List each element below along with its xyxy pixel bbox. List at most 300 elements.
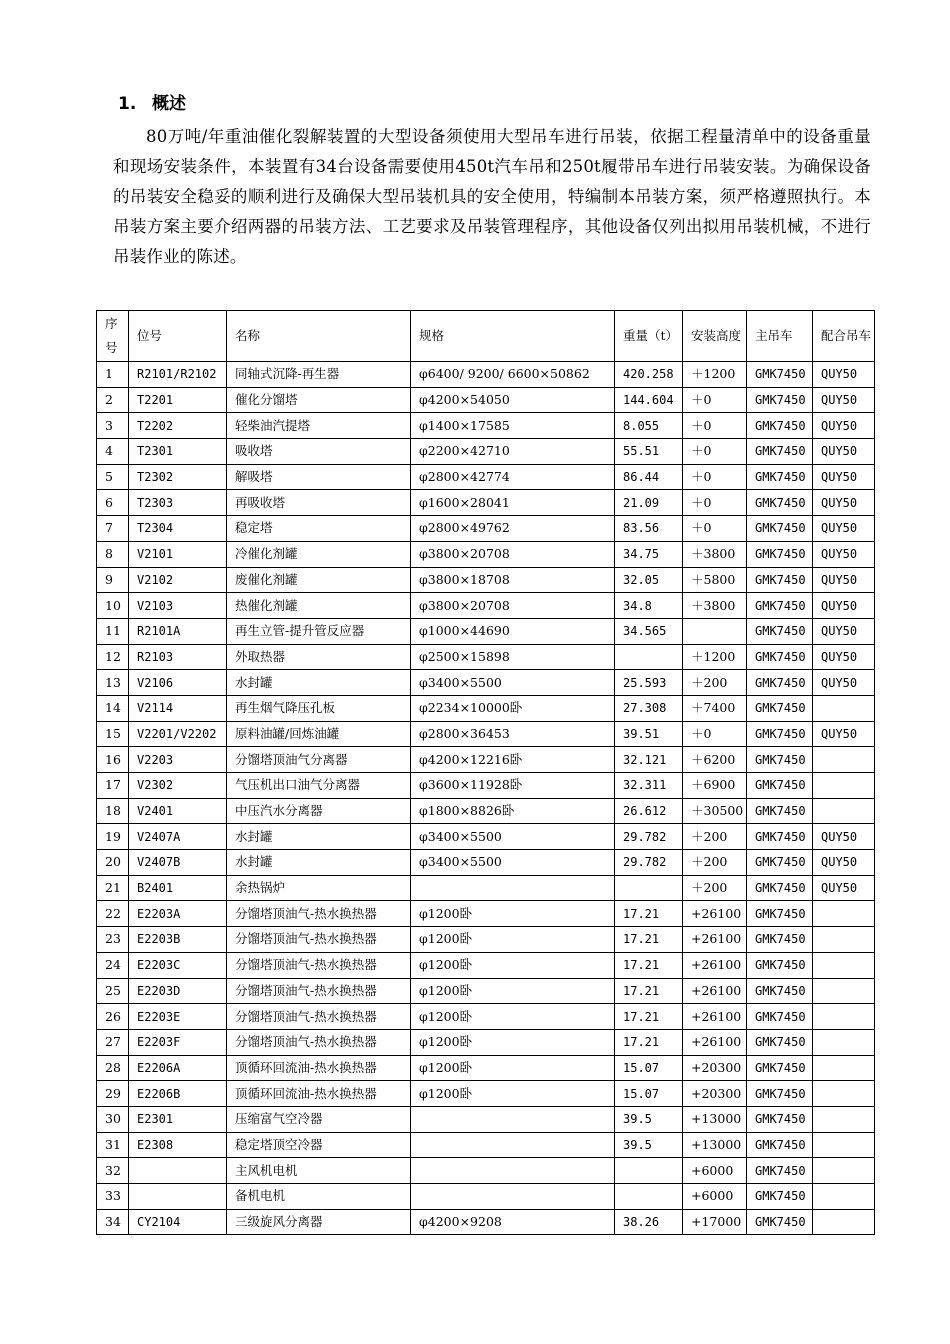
cell-main-crane: GMK7450: [747, 1106, 813, 1132]
cell-seq: 30: [97, 1106, 129, 1132]
cell-position: B2401: [129, 875, 227, 901]
cell-name: 再吸收塔: [227, 490, 411, 516]
cell-height: +6000: [683, 1158, 747, 1184]
cell-position: R2103: [129, 644, 227, 670]
table-row: [97, 927, 875, 953]
equipment-table: [96, 310, 875, 1235]
cell-seq: 10: [97, 593, 129, 619]
cell-aux-crane: [813, 747, 875, 773]
table-row: [97, 490, 875, 516]
cell-spec: φ3800×20708: [411, 541, 615, 567]
cell-spec: φ1200卧: [411, 1004, 615, 1030]
table-row: [97, 798, 875, 824]
cell-spec: φ1200卧: [411, 1029, 615, 1055]
cell-main-crane: GMK7450: [747, 567, 813, 593]
cell-position: T2202: [129, 413, 227, 439]
header-name: 名称: [227, 311, 411, 362]
cell-spec: φ4200×12216卧: [411, 747, 615, 773]
table-row: [97, 747, 875, 773]
cell-aux-crane: [813, 1106, 875, 1132]
cell-name: 同轴式沉降-再生器: [227, 362, 411, 388]
cell-seq: 11: [97, 618, 129, 644]
cell-position: T2302: [129, 464, 227, 490]
cell-main-crane: GMK7450: [747, 927, 813, 953]
table-row: [97, 721, 875, 747]
cell-aux-crane: QUY50: [813, 490, 875, 516]
cell-aux-crane: [813, 1055, 875, 1081]
cell-name: 分馏塔顶油气-热水换热器: [227, 1029, 411, 1055]
cell-seq: 8: [97, 541, 129, 567]
header-spec: 规格: [411, 311, 615, 362]
cell-aux-crane: QUY50: [813, 721, 875, 747]
cell-name: 稳定塔顶空冷器: [227, 1132, 411, 1158]
cell-name: 分馏塔顶油气-热水换热器: [227, 978, 411, 1004]
cell-weight: 32.05: [615, 567, 683, 593]
cell-seq: 31: [97, 1132, 129, 1158]
cell-name: 吸收塔: [227, 439, 411, 465]
cell-position: E2206B: [129, 1081, 227, 1107]
cell-height: +13000: [683, 1132, 747, 1158]
table-row: [97, 670, 875, 696]
cell-aux-crane: QUY50: [813, 618, 875, 644]
cell-weight: 32.121: [615, 747, 683, 773]
cell-main-crane: GMK7450: [747, 387, 813, 413]
cell-height: ＋200: [683, 670, 747, 696]
header-position: 位号: [129, 311, 227, 362]
cell-weight: 83.56: [615, 516, 683, 542]
cell-main-crane: GMK7450: [747, 644, 813, 670]
cell-aux-crane: [813, 798, 875, 824]
cell-aux-crane: QUY50: [813, 439, 875, 465]
cell-position: E2203F: [129, 1029, 227, 1055]
cell-seq: 7: [97, 516, 129, 542]
cell-main-crane: GMK7450: [747, 978, 813, 1004]
cell-aux-crane: QUY50: [813, 516, 875, 542]
cell-weight: [615, 875, 683, 901]
cell-position: [129, 1158, 227, 1184]
cell-weight: 8.055: [615, 413, 683, 439]
table-row: [97, 1029, 875, 1055]
cell-main-crane: GMK7450: [747, 490, 813, 516]
cell-height: [683, 618, 747, 644]
table-row: [97, 439, 875, 465]
cell-spec: φ1200卧: [411, 901, 615, 927]
header-seq: 序号: [97, 311, 129, 362]
cell-position: V2114: [129, 695, 227, 721]
cell-seq: 24: [97, 952, 129, 978]
cell-aux-crane: [813, 1184, 875, 1210]
cell-name: 三级旋风分离器: [227, 1209, 411, 1235]
cell-main-crane: GMK7450: [747, 901, 813, 927]
cell-weight: [615, 644, 683, 670]
cell-name: 备机电机: [227, 1184, 411, 1210]
cell-height: ＋0: [683, 387, 747, 413]
cell-name: 废催化剂罐: [227, 567, 411, 593]
cell-weight: 34.8: [615, 593, 683, 619]
cell-height: +26100: [683, 978, 747, 1004]
cell-weight: 86.44: [615, 464, 683, 490]
cell-position: R2101/R2102: [129, 362, 227, 388]
cell-main-crane: GMK7450: [747, 413, 813, 439]
cell-main-crane: GMK7450: [747, 464, 813, 490]
cell-aux-crane: [813, 1081, 875, 1107]
cell-seq: 19: [97, 824, 129, 850]
cell-main-crane: GMK7450: [747, 1158, 813, 1184]
cell-main-crane: GMK7450: [747, 875, 813, 901]
cell-height: ＋6900: [683, 773, 747, 799]
cell-height: ＋1200: [683, 644, 747, 670]
cell-position: E2206A: [129, 1055, 227, 1081]
cell-position: E2301: [129, 1106, 227, 1132]
cell-position: T2201: [129, 387, 227, 413]
cell-weight: 39.5: [615, 1132, 683, 1158]
cell-weight: 17.21: [615, 1029, 683, 1055]
cell-name: 催化分馏塔: [227, 387, 411, 413]
cell-height: +26100: [683, 952, 747, 978]
cell-weight: 15.07: [615, 1081, 683, 1107]
cell-name: 分馏塔顶油气-热水换热器: [227, 952, 411, 978]
cell-main-crane: GMK7450: [747, 1055, 813, 1081]
cell-height: ＋0: [683, 439, 747, 465]
cell-seq: 4: [97, 439, 129, 465]
cell-seq: 9: [97, 567, 129, 593]
cell-height: +26100: [683, 1004, 747, 1030]
cell-spec: φ1200卧: [411, 1081, 615, 1107]
cell-height: ＋200: [683, 875, 747, 901]
cell-main-crane: GMK7450: [747, 952, 813, 978]
cell-name: 主风机电机: [227, 1158, 411, 1184]
cell-main-crane: GMK7450: [747, 362, 813, 388]
cell-name: 水封罐: [227, 670, 411, 696]
cell-position: V2201/V2202: [129, 721, 227, 747]
cell-spec: φ1200卧: [411, 1055, 615, 1081]
table-row: [97, 567, 875, 593]
cell-aux-crane: QUY50: [813, 541, 875, 567]
cell-aux-crane: [813, 952, 875, 978]
cell-seq: 2: [97, 387, 129, 413]
cell-name: 气压机出口油气分离器: [227, 773, 411, 799]
overview-paragraph: 80万吨/年重油催化裂解装置的大型设备须使用大型吊车进行吊装，依据工程量清单中的设备重量和现场安装条件，本装置有34台设备需要使用450t汽车吊和250t履带吊车进行吊装安装。为确保设备的吊装安全稳妥的顺利进行及确保大型吊装机具的安全使用，特编制本吊装方案，须严格遵照执行。本吊装方案主要介绍两器的吊装方法、工艺要求及吊装管理程序，其他设备仅列出拟用吊装机械，不进行吊装作业的陈述。: [113, 127, 871, 266]
cell-weight: 39.5: [615, 1106, 683, 1132]
table-row: [97, 1184, 875, 1210]
cell-aux-crane: QUY50: [813, 670, 875, 696]
cell-aux-crane: [813, 1132, 875, 1158]
cell-position: V2407B: [129, 850, 227, 876]
cell-aux-crane: [813, 978, 875, 1004]
cell-seq: 12: [97, 644, 129, 670]
cell-aux-crane: QUY50: [813, 387, 875, 413]
cell-name: 再生立管-提升管反应器: [227, 618, 411, 644]
cell-aux-crane: QUY50: [813, 593, 875, 619]
cell-weight: 21.09: [615, 490, 683, 516]
cell-weight: 34.75: [615, 541, 683, 567]
cell-height: ＋0: [683, 413, 747, 439]
table-row: [97, 695, 875, 721]
cell-height: +17000: [683, 1209, 747, 1235]
cell-main-crane: GMK7450: [747, 721, 813, 747]
cell-position: V2203: [129, 747, 227, 773]
table-row: [97, 644, 875, 670]
cell-seq: 16: [97, 747, 129, 773]
table-body: [97, 362, 875, 1235]
cell-seq: 1: [97, 362, 129, 388]
table-row: [97, 387, 875, 413]
cell-name: 分馏塔顶油气分离器: [227, 747, 411, 773]
cell-main-crane: GMK7450: [747, 1081, 813, 1107]
header-weight: 重量（t）: [615, 311, 683, 362]
cell-name: 分馏塔顶油气-热水换热器: [227, 927, 411, 953]
cell-spec: φ3800×18708: [411, 567, 615, 593]
cell-name: 水封罐: [227, 850, 411, 876]
cell-seq: 23: [97, 927, 129, 953]
table-row: [97, 1106, 875, 1132]
cell-name: 稳定塔: [227, 516, 411, 542]
cell-position: T2304: [129, 516, 227, 542]
cell-main-crane: GMK7450: [747, 593, 813, 619]
cell-main-crane: GMK7450: [747, 747, 813, 773]
cell-position: V2101: [129, 541, 227, 567]
cell-aux-crane: [813, 773, 875, 799]
cell-seq: 29: [97, 1081, 129, 1107]
cell-position: V2106: [129, 670, 227, 696]
cell-main-crane: GMK7450: [747, 670, 813, 696]
cell-height: ＋0: [683, 721, 747, 747]
table-row: [97, 824, 875, 850]
cell-position: E2203A: [129, 901, 227, 927]
table-row: [97, 1055, 875, 1081]
cell-main-crane: GMK7450: [747, 773, 813, 799]
table-row: [97, 952, 875, 978]
table-row: [97, 1158, 875, 1184]
table-row: [97, 541, 875, 567]
cell-seq: 34: [97, 1209, 129, 1235]
cell-seq: 13: [97, 670, 129, 696]
section-title: 概述: [152, 94, 186, 114]
cell-name: 顶循环回流油-热水换热器: [227, 1081, 411, 1107]
cell-spec: [411, 1106, 615, 1132]
cell-seq: 20: [97, 850, 129, 876]
cell-position: E2203E: [129, 1004, 227, 1030]
cell-aux-crane: [813, 1029, 875, 1055]
cell-name: 原料油罐/回炼油罐: [227, 721, 411, 747]
cell-weight: 34.565: [615, 618, 683, 644]
cell-main-crane: GMK7450: [747, 695, 813, 721]
cell-aux-crane: QUY50: [813, 362, 875, 388]
cell-height: ＋0: [683, 490, 747, 516]
section-number: 1.: [118, 94, 137, 114]
cell-height: +20300: [683, 1055, 747, 1081]
cell-aux-crane: [813, 695, 875, 721]
cell-aux-crane: [813, 1004, 875, 1030]
header-aux-crane: 配合吊车: [813, 311, 875, 362]
cell-position: E2308: [129, 1132, 227, 1158]
cell-position: V2401: [129, 798, 227, 824]
cell-position: T2301: [129, 439, 227, 465]
cell-aux-crane: QUY50: [813, 644, 875, 670]
cell-name: 水封罐: [227, 824, 411, 850]
cell-spec: φ2800×42774: [411, 464, 615, 490]
cell-main-crane: GMK7450: [747, 516, 813, 542]
cell-name: 轻柴油汽提塔: [227, 413, 411, 439]
cell-spec: φ2500×15898: [411, 644, 615, 670]
cell-weight: 39.51: [615, 721, 683, 747]
cell-seq: 6: [97, 490, 129, 516]
cell-spec: [411, 1184, 615, 1210]
cell-main-crane: GMK7450: [747, 1209, 813, 1235]
cell-seq: 14: [97, 695, 129, 721]
cell-spec: [411, 1158, 615, 1184]
cell-position: E2203D: [129, 978, 227, 1004]
cell-weight: 26.612: [615, 798, 683, 824]
cell-spec: φ2234×10000卧: [411, 695, 615, 721]
cell-height: ＋6200: [683, 747, 747, 773]
cell-position: T2303: [129, 490, 227, 516]
cell-seq: 15: [97, 721, 129, 747]
cell-position: R2101A: [129, 618, 227, 644]
cell-spec: φ1200卧: [411, 978, 615, 1004]
cell-main-crane: GMK7450: [747, 850, 813, 876]
cell-name: 再生烟气降压孔板: [227, 695, 411, 721]
cell-spec: φ1400×17585: [411, 413, 615, 439]
cell-height: ＋5800: [683, 567, 747, 593]
cell-spec: φ2800×36453: [411, 721, 615, 747]
table-row: [97, 1004, 875, 1030]
table-row: [97, 1132, 875, 1158]
table-row: [97, 850, 875, 876]
cell-position: V2102: [129, 567, 227, 593]
cell-position: E2203B: [129, 927, 227, 953]
table-row: [97, 618, 875, 644]
cell-name: 解吸塔: [227, 464, 411, 490]
cell-seq: 25: [97, 978, 129, 1004]
cell-spec: φ2800×49762: [411, 516, 615, 542]
cell-spec: φ3800×20708: [411, 593, 615, 619]
table-row: [97, 413, 875, 439]
cell-position: V2103: [129, 593, 227, 619]
cell-aux-crane: QUY50: [813, 413, 875, 439]
table-header-row: [97, 311, 875, 362]
cell-seq: 27: [97, 1029, 129, 1055]
cell-weight: 17.21: [615, 901, 683, 927]
cell-main-crane: GMK7450: [747, 1184, 813, 1210]
cell-seq: 17: [97, 773, 129, 799]
cell-position: V2407A: [129, 824, 227, 850]
cell-position: [129, 1184, 227, 1210]
cell-seq: 33: [97, 1184, 129, 1210]
cell-weight: 38.26: [615, 1209, 683, 1235]
cell-weight: 144.604: [615, 387, 683, 413]
cell-position: V2302: [129, 773, 227, 799]
cell-height: +6000: [683, 1184, 747, 1210]
cell-aux-crane: QUY50: [813, 567, 875, 593]
cell-height: +20300: [683, 1081, 747, 1107]
cell-aux-crane: [813, 1209, 875, 1235]
table-row: [97, 593, 875, 619]
cell-weight: 29.782: [615, 824, 683, 850]
table-row: [97, 464, 875, 490]
table-row: [97, 978, 875, 1004]
cell-spec: φ1000×44690: [411, 618, 615, 644]
cell-name: 外取热器: [227, 644, 411, 670]
cell-aux-crane: QUY50: [813, 850, 875, 876]
cell-seq: 32: [97, 1158, 129, 1184]
cell-height: ＋3800: [683, 593, 747, 619]
cell-main-crane: GMK7450: [747, 541, 813, 567]
cell-weight: 55.51: [615, 439, 683, 465]
cell-main-crane: GMK7450: [747, 798, 813, 824]
cell-height: +26100: [683, 901, 747, 927]
section-heading: [118, 92, 186, 116]
cell-weight: 29.782: [615, 850, 683, 876]
cell-seq: 3: [97, 413, 129, 439]
table-row: [97, 875, 875, 901]
cell-spec: φ1800×8826卧: [411, 798, 615, 824]
cell-name: 余热锅炉: [227, 875, 411, 901]
cell-aux-crane: [813, 1158, 875, 1184]
cell-spec: φ6400/ 9200/ 6600×50862: [411, 362, 615, 388]
cell-seq: 26: [97, 1004, 129, 1030]
cell-aux-crane: QUY50: [813, 875, 875, 901]
table-row: [97, 1209, 875, 1235]
cell-height: ＋0: [683, 464, 747, 490]
cell-spec: φ2200×42710: [411, 439, 615, 465]
cell-aux-crane: QUY50: [813, 464, 875, 490]
cell-seq: 21: [97, 875, 129, 901]
cell-height: +26100: [683, 927, 747, 953]
cell-position: E2203C: [129, 952, 227, 978]
table-row: [97, 362, 875, 388]
cell-main-crane: GMK7450: [747, 618, 813, 644]
cell-seq: 18: [97, 798, 129, 824]
cell-height: +13000: [683, 1106, 747, 1132]
cell-position: CY2104: [129, 1209, 227, 1235]
cell-seq: 22: [97, 901, 129, 927]
cell-weight: 17.21: [615, 978, 683, 1004]
cell-name: 压缩富气空冷器: [227, 1106, 411, 1132]
header-height: 安装高度: [683, 311, 747, 362]
cell-name: 中压汽水分离器: [227, 798, 411, 824]
cell-height: ＋1200: [683, 362, 747, 388]
cell-weight: 32.311: [615, 773, 683, 799]
cell-main-crane: GMK7450: [747, 1029, 813, 1055]
cell-weight: 17.21: [615, 1004, 683, 1030]
cell-name: 分馏塔顶油气-热水换热器: [227, 901, 411, 927]
cell-spec: φ3400×5500: [411, 824, 615, 850]
cell-spec: φ3400×5500: [411, 850, 615, 876]
table-row: [97, 773, 875, 799]
cell-spec: φ1200卧: [411, 952, 615, 978]
cell-weight: 15.07: [615, 1055, 683, 1081]
cell-spec: φ1600×28041: [411, 490, 615, 516]
table-row: [97, 1081, 875, 1107]
table-row: [97, 516, 875, 542]
cell-main-crane: GMK7450: [747, 824, 813, 850]
cell-weight: 25.593: [615, 670, 683, 696]
cell-height: ＋30500: [683, 798, 747, 824]
cell-height: ＋200: [683, 850, 747, 876]
cell-spec: [411, 1132, 615, 1158]
cell-height: ＋200: [683, 824, 747, 850]
cell-aux-crane: [813, 901, 875, 927]
cell-weight: 17.21: [615, 952, 683, 978]
cell-weight: 27.308: [615, 695, 683, 721]
cell-weight: 17.21: [615, 927, 683, 953]
cell-spec: φ3400×5500: [411, 670, 615, 696]
cell-name: 顶循环回流油-热水换热器: [227, 1055, 411, 1081]
cell-main-crane: GMK7450: [747, 1004, 813, 1030]
cell-height: ＋0: [683, 516, 747, 542]
cell-weight: [615, 1158, 683, 1184]
